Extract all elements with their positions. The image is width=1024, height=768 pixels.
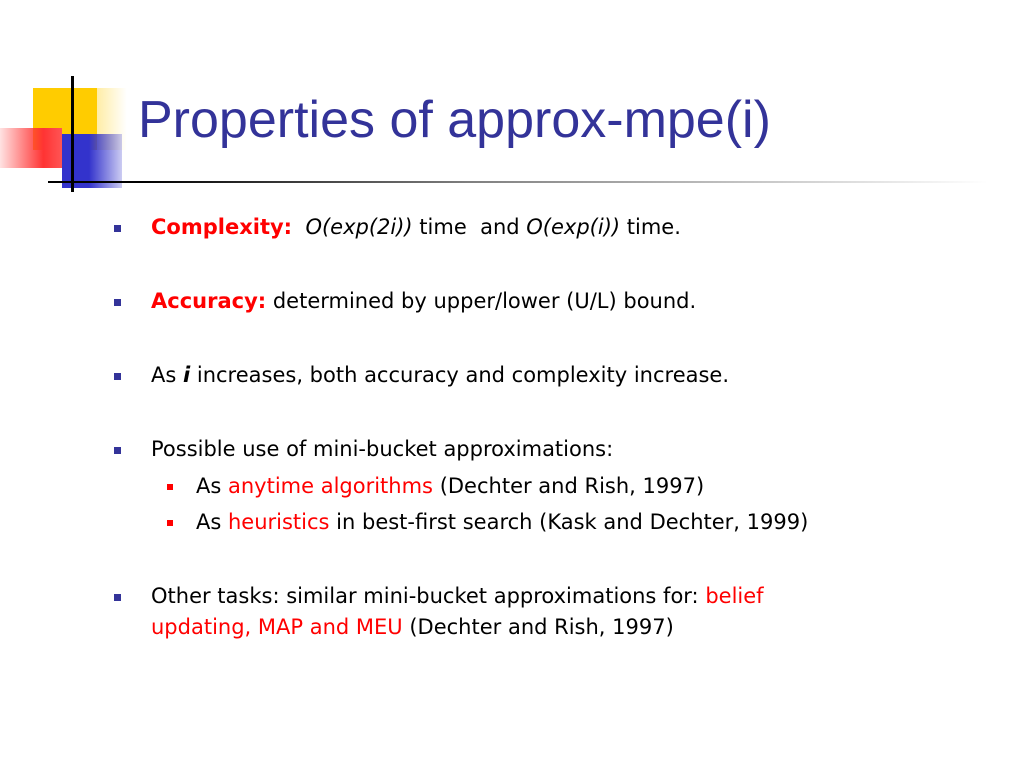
bullet-complexity (151, 212, 681, 242)
complexity-text-1: time and (412, 215, 527, 239)
sub-bullet-suffix: (Dechter and Rish, 1997) (433, 474, 705, 498)
accuracy-text: determined by upper/lower (U/L) bound. (266, 289, 697, 313)
bullet-square-icon (114, 225, 121, 232)
other-tasks-text: Other tasks: similar mini-bucket approximations for: (151, 584, 706, 608)
bullet-other-tasks (151, 581, 764, 611)
bullet-increase (151, 360, 729, 390)
bullet-square-icon (114, 373, 121, 380)
sub-bullet-square-icon (167, 520, 173, 526)
complexity-expr-1: O(exp(2i)) (305, 215, 413, 239)
bullet-square-icon (114, 594, 121, 601)
complexity-expr-2: O(exp(i)) (526, 215, 621, 239)
other-tasks-suffix: (Dechter and Rish, 1997) (402, 615, 674, 639)
sub-bullet-prefix: As (196, 474, 228, 498)
bullet-square-icon (114, 447, 121, 454)
complexity-label: Complexity: (151, 215, 293, 239)
belief-highlight: belief (705, 584, 764, 608)
sub-bullet-anytime (196, 471, 704, 501)
bullet-other-tasks-continued (151, 612, 674, 642)
red-bar-decoration (0, 128, 62, 168)
complexity-text-2: time. (620, 215, 681, 239)
title-underline-rule (48, 181, 988, 183)
heuristics-highlight: heuristics (227, 510, 330, 534)
sub-bullet-square-icon (167, 484, 173, 490)
bullet-square-icon (114, 299, 121, 306)
increase-text: increases, both accuracy and complexity increase. (190, 363, 730, 387)
vertical-rule-decoration (71, 76, 74, 192)
sub-bullet-heuristics (196, 507, 808, 537)
accuracy-label: Accuracy: (151, 289, 267, 313)
updating-map-meu-highlight: updating, MAP and MEU (151, 615, 403, 639)
bullet-possible-use (151, 434, 613, 464)
sub-bullet-suffix: in best-first search (Kask and Dechter, 1999) (329, 510, 809, 534)
sub-bullet-prefix: As (196, 510, 228, 534)
increase-variable: i (182, 363, 191, 387)
slide-title: Properties of approx-mpe(i) (138, 91, 771, 149)
increase-prefix: As (151, 363, 183, 387)
possible-use-text: Possible use of mini-bucket approximations: (151, 437, 614, 461)
anytime-algorithms-highlight: anytime algorithms (227, 474, 434, 498)
bullet-accuracy (151, 286, 696, 316)
